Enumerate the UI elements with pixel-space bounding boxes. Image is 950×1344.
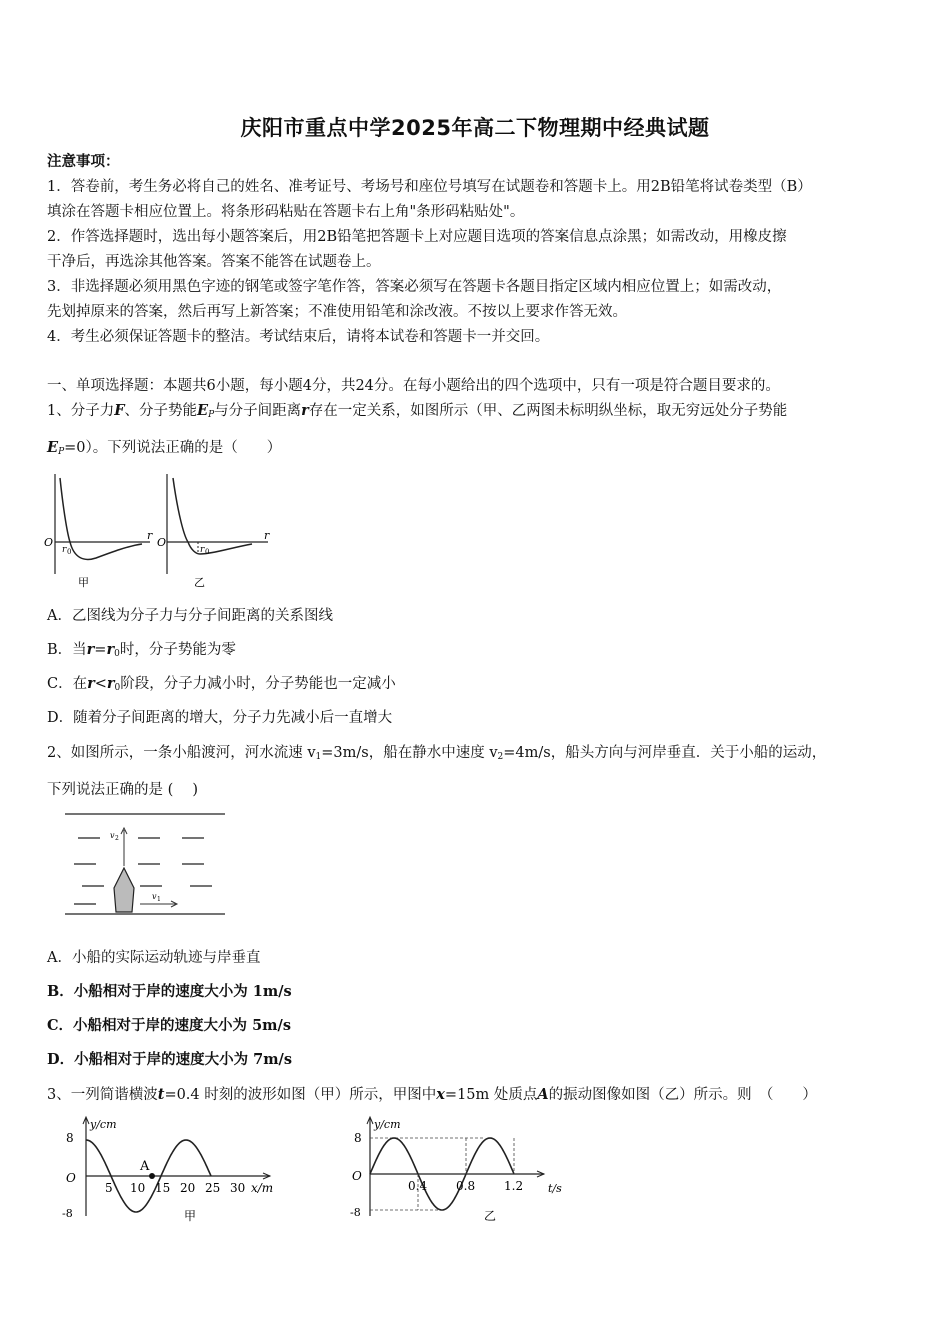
- q1-option-b: B．当$r=r_0$时，分子势能为零: [47, 641, 236, 659]
- x-tick-label: 30: [230, 1181, 246, 1195]
- curve-jia: [60, 478, 142, 559]
- fig-label-jia: 甲: [78, 576, 89, 589]
- svg-text:O: O: [352, 1169, 362, 1183]
- svg-text:-8: -8: [350, 1206, 361, 1219]
- point-a-label: A: [140, 1159, 150, 1174]
- svg-text:O: O: [44, 536, 54, 549]
- svg-text:y/cm: y/cm: [374, 1118, 401, 1131]
- x-tick-label: 5: [105, 1181, 113, 1195]
- svg-text:0: 0: [67, 548, 72, 556]
- q1-option-a: A．乙图线为分子力与分子间距离的关系图线: [47, 608, 333, 624]
- q2-option-c: C．小船相对于岸的速度大小为 5m/s: [47, 1017, 291, 1034]
- svg-text:r: r: [200, 545, 205, 555]
- svg-text:-8: -8: [62, 1207, 73, 1220]
- svg-text:r: r: [62, 545, 67, 555]
- notice-line: 3．非选择题必须用黑色字迹的钢笔或签字笔作答，答案必须写在答题卡各题目指定区域内相应位置上；如需改动，: [47, 279, 782, 295]
- q2-stem: 2、如图所示，一条小船渡河，河水流速 $v_1=3m/s$，船在静水中速度 $v_2=4m/s$，船头方向与河岸垂直．关于小船的运动，: [47, 745, 827, 762]
- q3-figure-jia: [58, 1112, 290, 1224]
- x-tick-label: 10: [130, 1181, 146, 1195]
- x-tick-label: 15: [155, 1181, 171, 1195]
- notice-line: 4．考生必须保证答题卡的整洁。考试结束后，请将本试卷和答题卡一并交回。: [47, 329, 550, 345]
- boat-icon: [114, 868, 134, 912]
- svg-text:y/cm: y/cm: [90, 1118, 117, 1131]
- svg-text:r: r: [147, 529, 153, 542]
- q2-option-b: B．小船相对于岸的速度大小为 1m/s: [47, 983, 292, 1000]
- svg-text:乙: 乙: [484, 1209, 497, 1223]
- q2-figure: [60, 808, 230, 922]
- svg-text:2: 2: [115, 835, 119, 842]
- q1-option-d: D．随着分子间距离的增大，分子力先减小后一直增大: [47, 710, 393, 726]
- svg-text:O: O: [157, 536, 167, 549]
- notice-line: 1．答卷前，考生务必将自己的姓名、准考证号、考场号和座位号填写在试题卷和答题卡上。用2B铅笔将试卷类型（B）: [47, 179, 812, 195]
- svg-text:0: 0: [205, 548, 210, 556]
- svg-text:O: O: [66, 1171, 76, 1185]
- t-tick-label: 0.8: [456, 1179, 476, 1193]
- notice-line: 干净后，再选涂其他答案。答案不能答在试题卷上。: [47, 254, 381, 270]
- q1-stem: 1、分子力F、分子势能$E_P$与分子间距离r存在一定关系，如图所示（甲、乙两图未标明纵坐标，取无穷远处分子势能: [47, 402, 788, 420]
- q2-stem-cont: 下列说法正确的是 ( ): [47, 782, 199, 798]
- svg-text:8: 8: [66, 1131, 74, 1145]
- page-title: 庆阳市重点中学2025年高二下物理期中经典试题: [240, 116, 710, 140]
- notice-line: 填涂在答题卡相应位置上。将条形码粘贴在答题卡右上角"条形码粘贴处"。: [47, 204, 525, 220]
- notice-line: 先划掉原来的答案，然后再写上新答案；不准使用铅笔和涂改液。不按以上要求作答无效。: [47, 304, 627, 320]
- q1-figure: [40, 466, 280, 590]
- svg-text:t/s: t/s: [548, 1182, 562, 1195]
- fig-label-yi: 乙: [194, 576, 205, 589]
- svg-text:8: 8: [354, 1131, 362, 1145]
- svg-text:v: v: [152, 892, 157, 901]
- t-tick-label: 1.2: [504, 1179, 524, 1193]
- svg-text:x/m: x/m: [251, 1181, 274, 1195]
- x-tick-label: 25: [205, 1181, 221, 1195]
- svg-text:甲: 甲: [184, 1209, 197, 1223]
- point-a-marker: [149, 1173, 155, 1179]
- section-heading: 一、单项选择题：本题共6小题，每小题4分，共24分。在每小题给出的四个选项中，只有一项是符合题目要求的。: [47, 378, 780, 394]
- q1-stem-cont: $E_P=0$）。下列说法正确的是（ ）: [47, 439, 282, 457]
- q2-option-a: A．小船的实际运动轨迹与岸垂直: [47, 950, 261, 966]
- q3-figure-yi: [344, 1112, 576, 1224]
- svg-text:r: r: [264, 529, 270, 542]
- notice-line: 2．作答选择题时，选出每小题答案后，用2B铅笔把答题卡上对应题目选项的答案信息点涂黑；如需改动，用橡皮擦: [47, 229, 787, 245]
- q3-stem: 3、一列简谐横波t=0.4 时刻的波形如图（甲）所示，甲图中x=15m 处质点A的振动图像如图（乙）所示。则 （ ）: [47, 1086, 817, 1103]
- x-tick-label: 20: [180, 1181, 196, 1195]
- t-tick-label: 0.4: [408, 1179, 428, 1193]
- notice-heading: 注意事项：: [47, 153, 120, 170]
- q1-option-c: C．在$r<r_0$阶段，分子力减小时，分子势能也一定减小: [47, 675, 396, 693]
- svg-text:1: 1: [157, 896, 161, 903]
- q2-option-d: D．小船相对于岸的速度大小为 7m/s: [47, 1051, 293, 1068]
- svg-text:v: v: [110, 831, 115, 840]
